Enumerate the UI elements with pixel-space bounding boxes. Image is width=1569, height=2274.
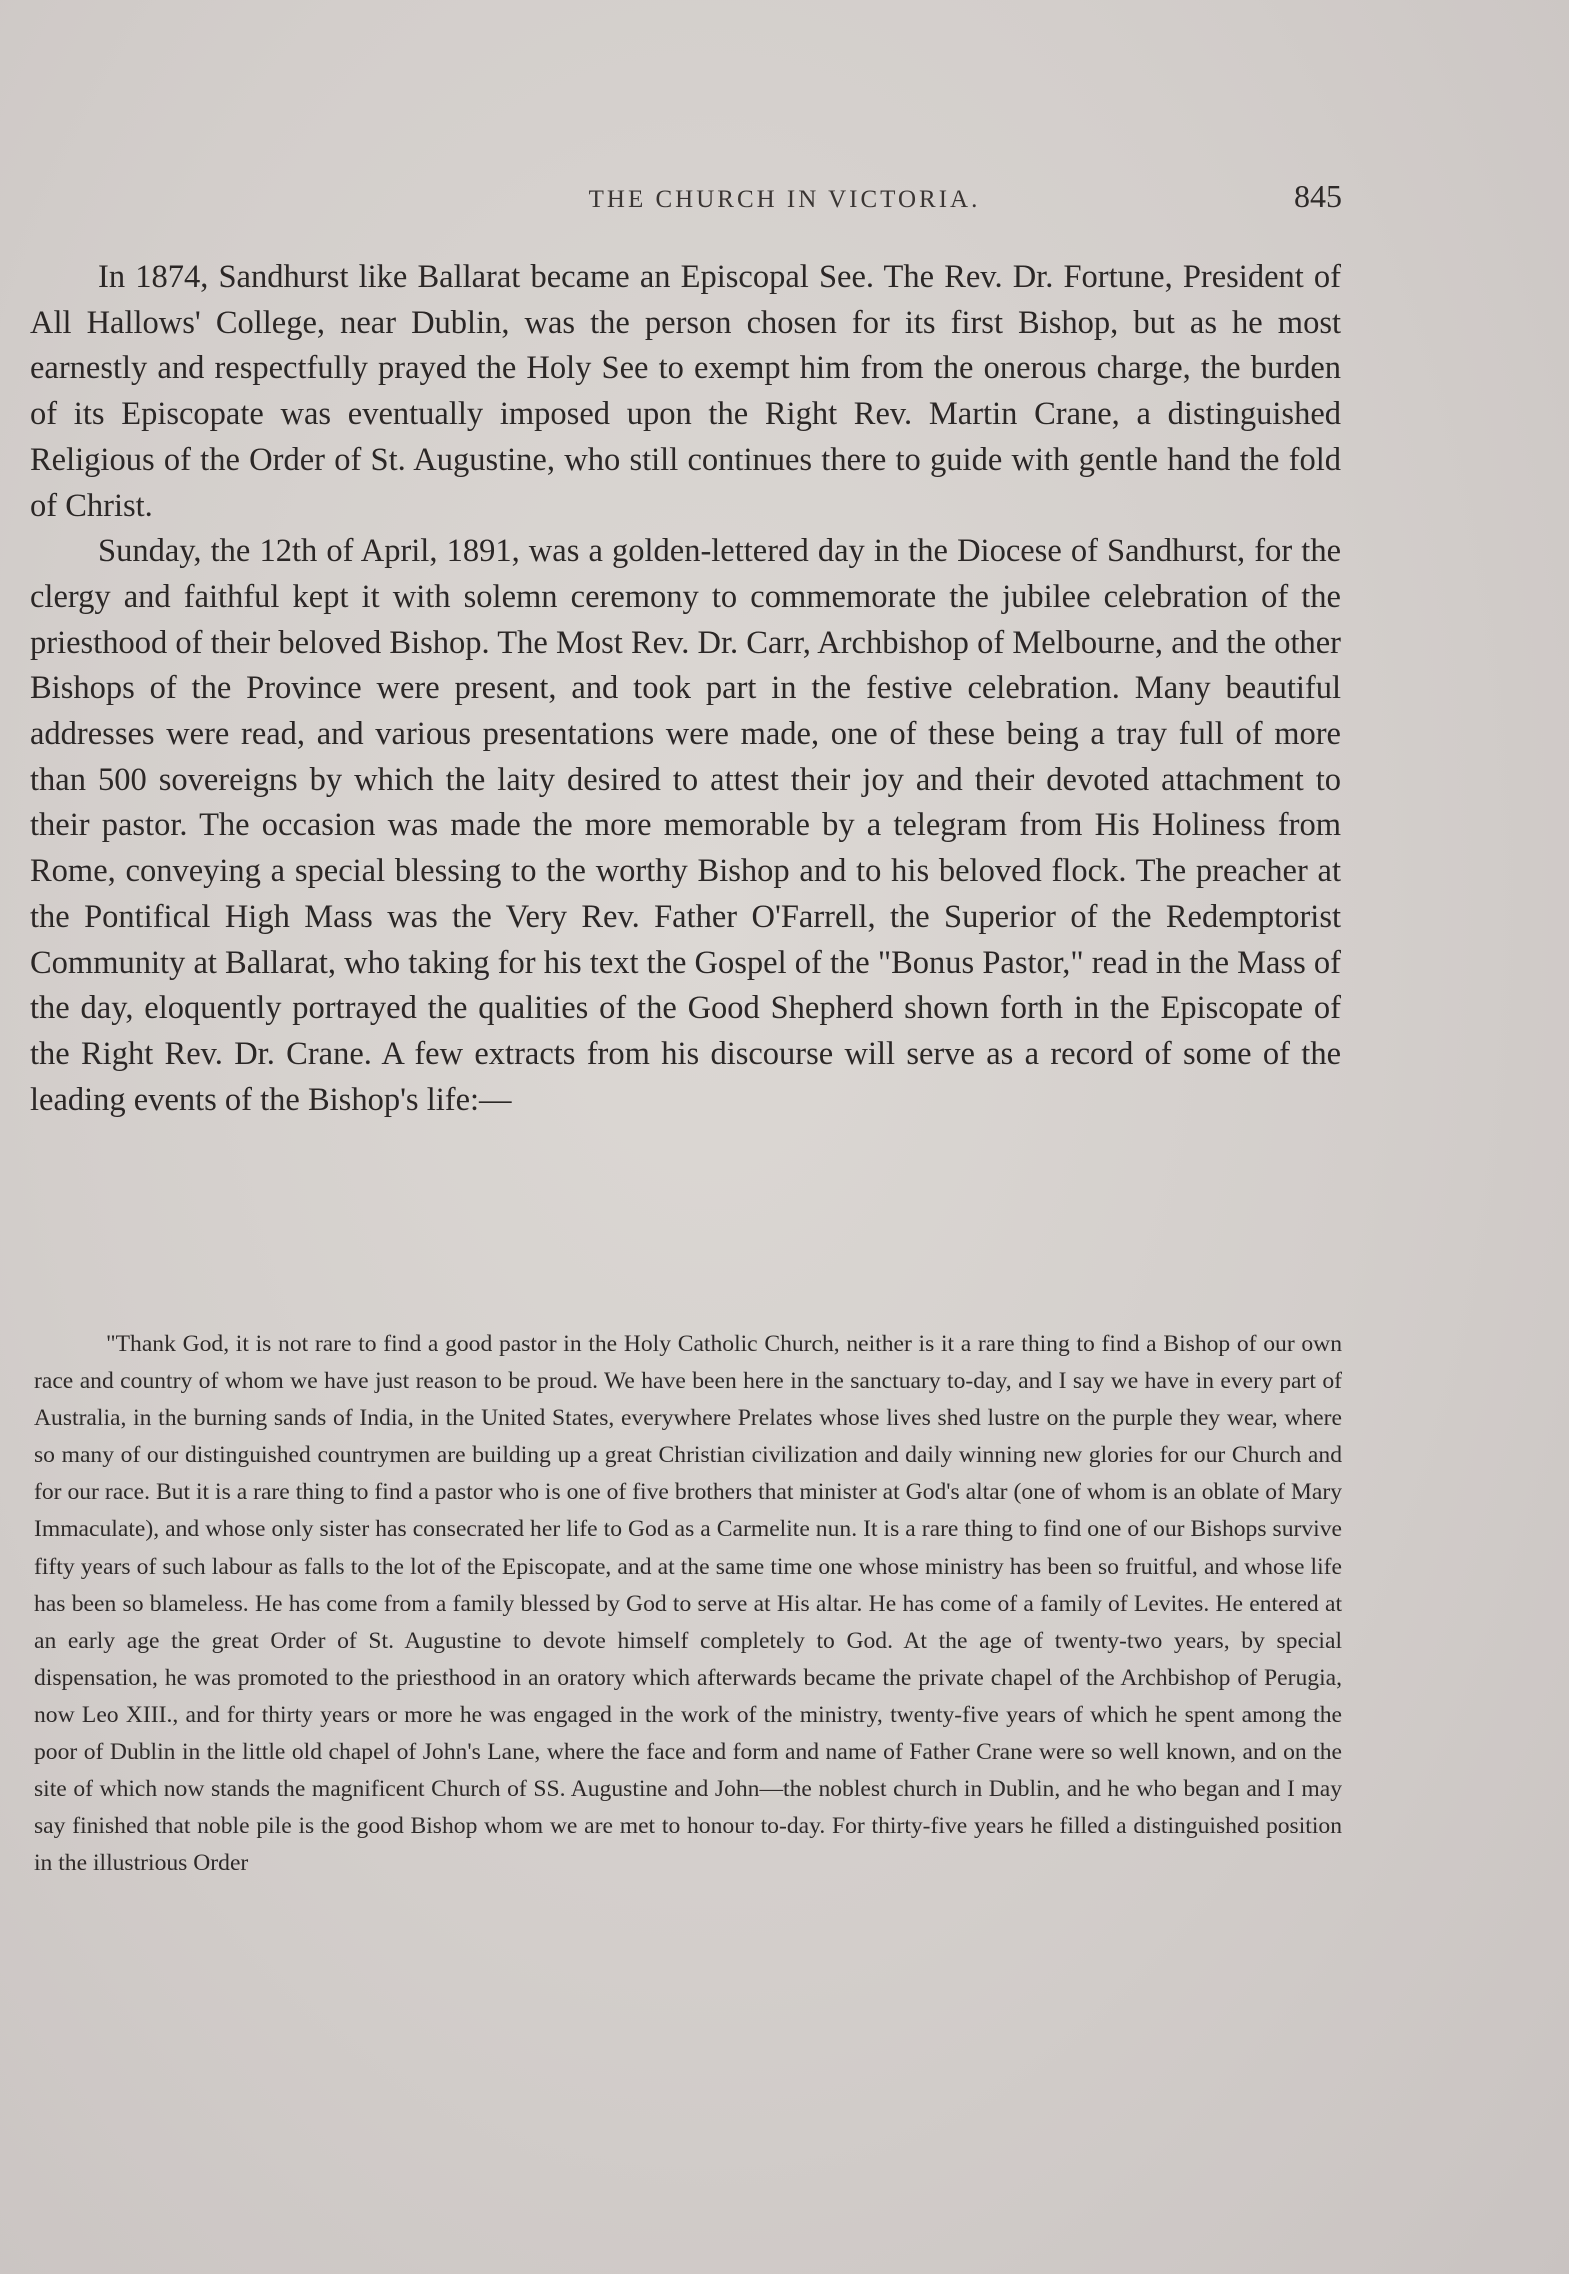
paragraph-1: In 1874, Sandhurst like Ballarat became an Episcopal See. The Rev. Dr. Fortune, President of All Hallows' College, near Dublin, was the person chosen for its first Bishop, but as he most earnestly and respectfully prayed the Holy See to exempt him from the onerous charge, the burden of its Episcopate was eventually imposed upon the Right Rev. Martin Crane, a distinguished Religious of the Order of St. Augustine, who still continues there to guide with gentle hand the fold of Christ.: [30, 259, 1341, 524]
quoted-discourse: [34, 1326, 1342, 1882]
paragraph-2: Sunday, the 12th of April, 1891, was a golden-lettered day in the Diocese of Sandhurst, for the clergy and faithful kept it with solemn ceremony to commemorate the jubilee celebration of the priesthood of their beloved Bishop. The Most Rev. Dr. Carr, Archbishop of Melbourne, and the other Bishops of the Province were present, and took part in the festive celebration. Many beautiful addresses were read, and various presentations were made, one of these being a tray full of more than 500 sovereigns by which the laity desired to attest their joy and their devoted attachment to their pastor. The occasion was made the more memorable by a telegram from His Holiness from Rome, conveying a special blessing to the worthy Bishop and to his beloved flock. The preacher at the Pontifical High Mass was the Very Rev. Father O'Farrell, the Superior of the Redemptorist Community at Ballarat, who taking for his text the Gospel of the "Bonus Pastor," read in the Mass of the day, eloquently portrayed the qualities of the Good Shepherd shown forth in the Episcopate of the Right Rev. Dr. Crane. A few extracts from his discourse will serve as a record of some of the leading events of the Bishop's life:—: [30, 533, 1341, 1118]
body-text: [30, 255, 1341, 1123]
quotation-paragraph: "Thank God, it is not rare to find a good pastor in the Holy Catholic Church, neither is it a rare thing to find a Bishop of our own race and country of whom we have just reason to be proud. We have been here in the sanctuary to-day, and I say we have in every part of Australia, in the burning sands of India, in the United States, everywhere Prelates whose lives shed lustre on the purple they wear, where so many of our distinguished countrymen are building up a great Christian civilization and daily winning new glories for our Church and for our race. But it is a rare thing to find a pastor who is one of five brothers that minister at God's altar (one of whom is an oblate of Mary Immaculate), and whose only sister has consecrated her life to God as a Carmelite nun. It is a rare thing to find one of our Bishops survive fifty years of such labour as falls to the lot of the Episcopate, and at the same time one whose ministry has been so fruitful, and whose life has been so blameless. He has come from a family blessed by God to serve at His altar. He has come of a family of Levites. He entered at an early age the great Order of St. Augustine to devote himself completely to God. At the age of twenty-two years, by special dispensation, he was promoted to the priesthood in an oratory which afterwards became the private chapel of the Archbishop of Perugia, now Leo XIII., and for thirty years or more he was engaged in the work of the ministry, twenty-five years of which he spent among the poor of Dublin in the little old chapel of John's Lane, where the face and form and name of Father Crane were so well known, and on the site of which now stands the magnificent Church of SS. Augustine and John—the noblest church in Dublin, and he who began and I may say finished that noble pile is the good Bishop whom we are met to honour to-day. For thirty-five years he filled a distinguished position in the illustrious Order: [34, 1331, 1342, 1877]
page-number: 845: [1294, 178, 1342, 214]
running-title: THE CHURCH IN VICTORIA.: [588, 186, 981, 213]
